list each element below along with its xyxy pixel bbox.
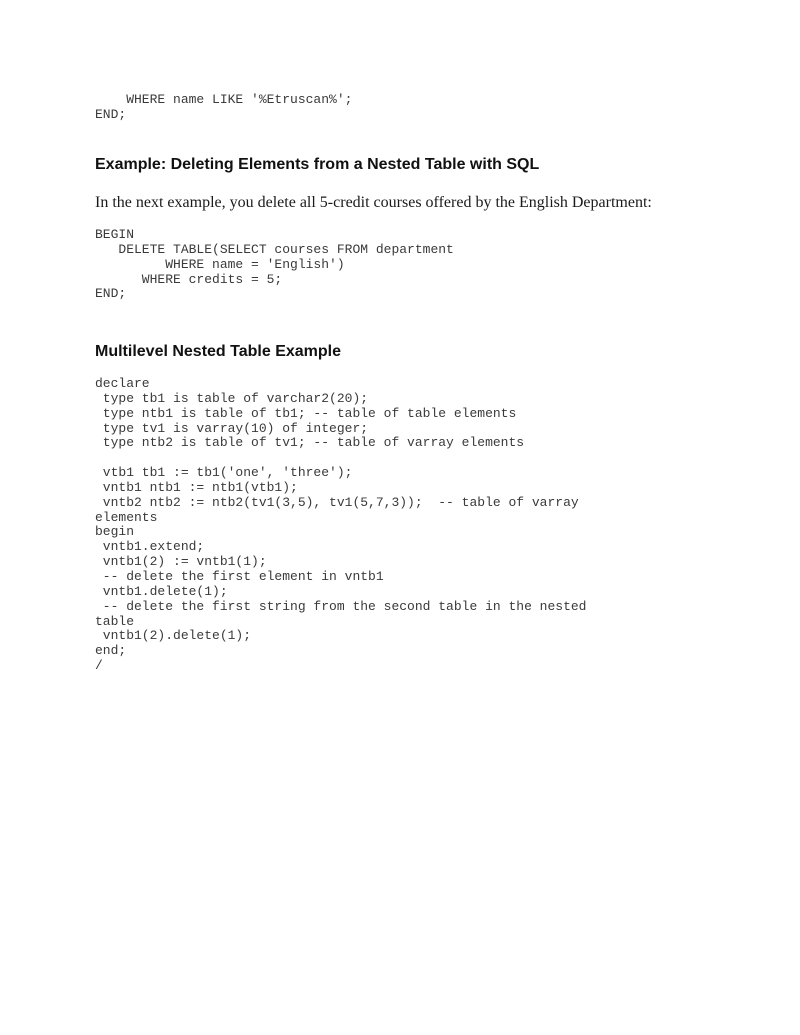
code-line: vntb1 ntb1 := ntb1(vtb1);	[95, 479, 298, 495]
code-line: WHERE credits = 5;	[95, 271, 283, 287]
code-line: /	[95, 658, 103, 674]
code-line	[95, 451, 586, 466]
code-block-etruscan-end	[95, 93, 352, 123]
code-line: table	[95, 613, 135, 629]
code-line: vntb1.delete(1);	[95, 583, 228, 599]
code-line: type ntb2 is table of tv1; -- table of varray elements	[95, 435, 525, 451]
code-line: vntb2 ntb2 := ntb2(tv1(3,5), tv1(5,7,3)); -- table of varray	[95, 494, 579, 510]
section-heading-multilevel-nested-table: Multilevel Nested Table Example	[95, 343, 342, 360]
code-line: declare	[95, 376, 150, 391]
code-line: END;	[95, 286, 127, 302]
code-line: WHERE name LIKE '%Etruscan%';	[95, 92, 353, 107]
code-line: type tb1 is table of varchar2(20);	[95, 390, 369, 406]
code-line: vtb1 tb1 := tb1('one', 'three');	[95, 465, 353, 481]
code-line: -- delete the first string from the second table in the nested	[95, 598, 587, 614]
code-line: type ntb1 is table of tb1; -- table of table elements	[95, 405, 517, 421]
section-paragraph-delete-courses: In the next example, you delete all 5-credit courses offered by the English Department:	[95, 194, 652, 211]
code-line: type tv1 is varray(10) of integer;	[95, 420, 369, 436]
code-line: BEGIN	[95, 227, 135, 242]
code-line: vntb1(2).delete(1);	[95, 628, 252, 644]
code-line: vntb1.extend;	[95, 539, 205, 555]
code-line: WHERE name = 'English')	[95, 256, 345, 272]
code-block-delete-table	[95, 228, 454, 302]
code-block-multilevel	[95, 377, 586, 674]
section-heading-deleting-elements: Example: Deleting Elements from a Nested Table with SQL	[95, 156, 540, 173]
code-line: elements	[95, 509, 158, 525]
code-line: -- delete the first element in vntb1	[95, 568, 384, 584]
code-line: vntb1(2) := vntb1(1);	[95, 554, 267, 570]
code-line: END;	[95, 106, 127, 122]
code-line: begin	[95, 524, 135, 540]
code-line: end;	[95, 643, 127, 659]
code-line: DELETE TABLE(SELECT courses FROM department	[95, 241, 454, 257]
